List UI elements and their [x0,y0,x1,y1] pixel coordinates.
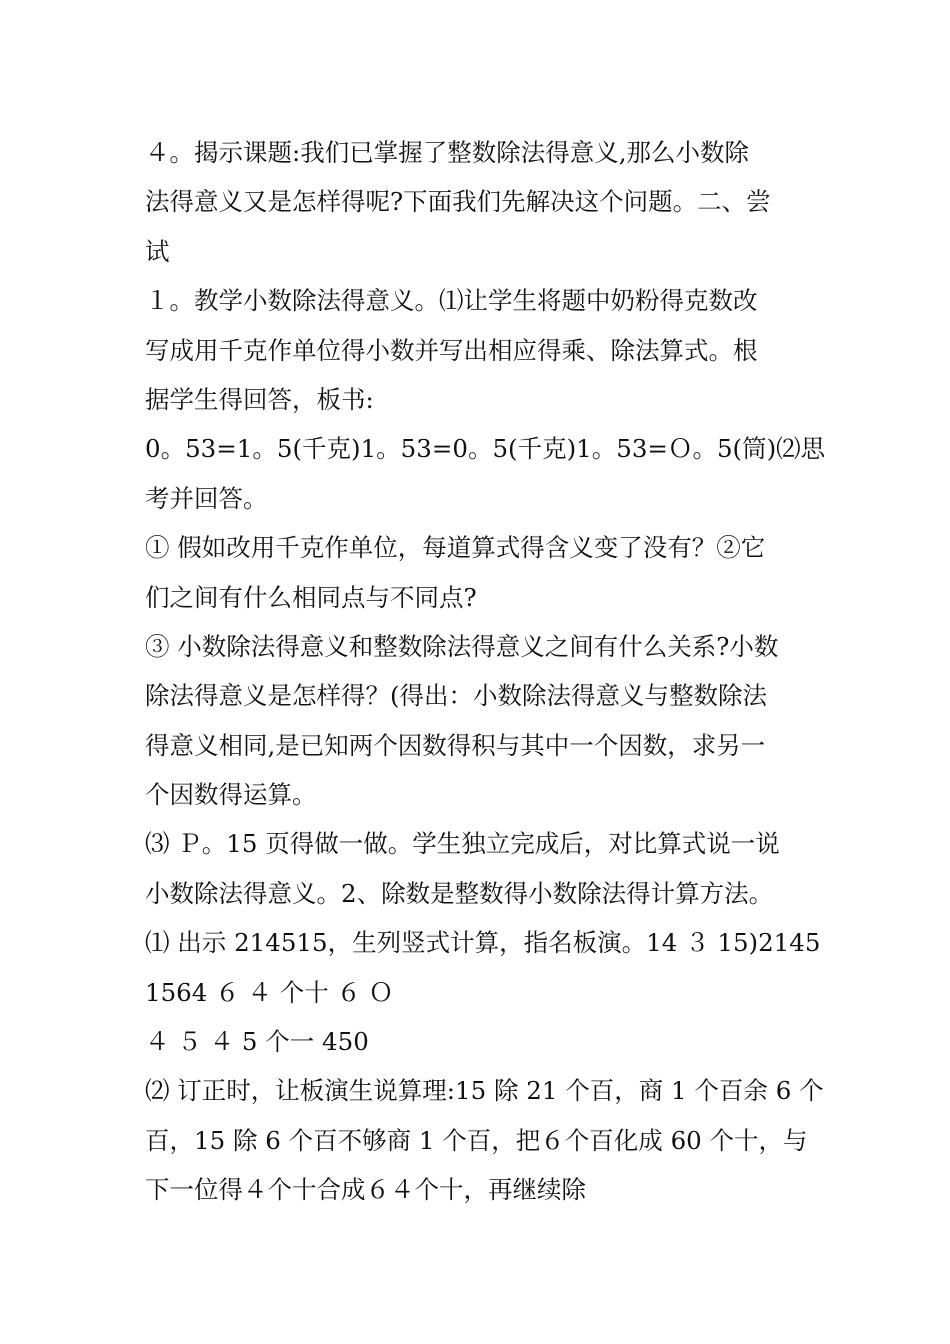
text-line: 写成用千克作单位得小数并写出相应得乘、除法算式。根 [145,335,758,365]
text-line: ③ 小数除法得意义和整数除法得意义之间有什么关系?小数 [145,631,779,661]
text-line: 小数除法得意义。2、除数是整数得小数除法得计算方法。 [145,878,774,908]
text-line: 得意义相同,是已知两个因数得积与其中一个因数，求另一 [145,730,766,760]
text-line: 1564 ６ ４ 个十 ６ Ｏ [145,977,394,1007]
text-line: 个因数得运算。 [145,780,317,810]
text-line: 百，15 除 6 个百不够商 1 个百，把６个百化成 60 个十，与 [145,1125,808,1155]
text-line: 下一位得４个十合成６４个十，再继续除 [145,1175,586,1205]
text-line: 0。53=1。5(千克)1。53=0。5(千克)1。53=Ｏ。5(筒)⑵思 [145,434,826,464]
text-line: ⑵ 订正时，让板演生说算理:15 除 21 个百，商 1 个百余 6 个 [145,1076,824,1106]
text-line: 除法得意义是怎样得？(得出：小数除法得意义与整数除法 [145,681,768,711]
text-line: ⑴ 出示 214515，生列竖式计算，指名板演。14 ３ 15)2145 [145,928,821,958]
text-line: 法得意义又是怎样得呢?下面我们先解决这个问题。二、尝 [145,187,771,217]
text-line: ① 假如改用千克作单位，每道算式得含义变了没有？②它 [145,533,766,563]
text-line: ４。揭示课题:我们已掌握了整数除法得意义,那么小数除 [145,138,750,167]
text-line: 们之间有什么相同点与不同点? [145,582,477,612]
text-line: ⑶ Ｐ。15 页得做一做。学生独立完成后，对比算式说一说 [145,829,780,859]
text-line: １。教学小数除法得意义。⑴让学生将题中奶粉得克数改 [145,286,758,316]
text-line: 考并回答。 [145,483,268,513]
document-body [145,128,826,1215]
text-line: 试 [145,236,170,266]
text-line: 据学生得回答，板书: [145,384,374,414]
text-line: ４ ５ ４ 5 个一 450 [145,1027,369,1057]
